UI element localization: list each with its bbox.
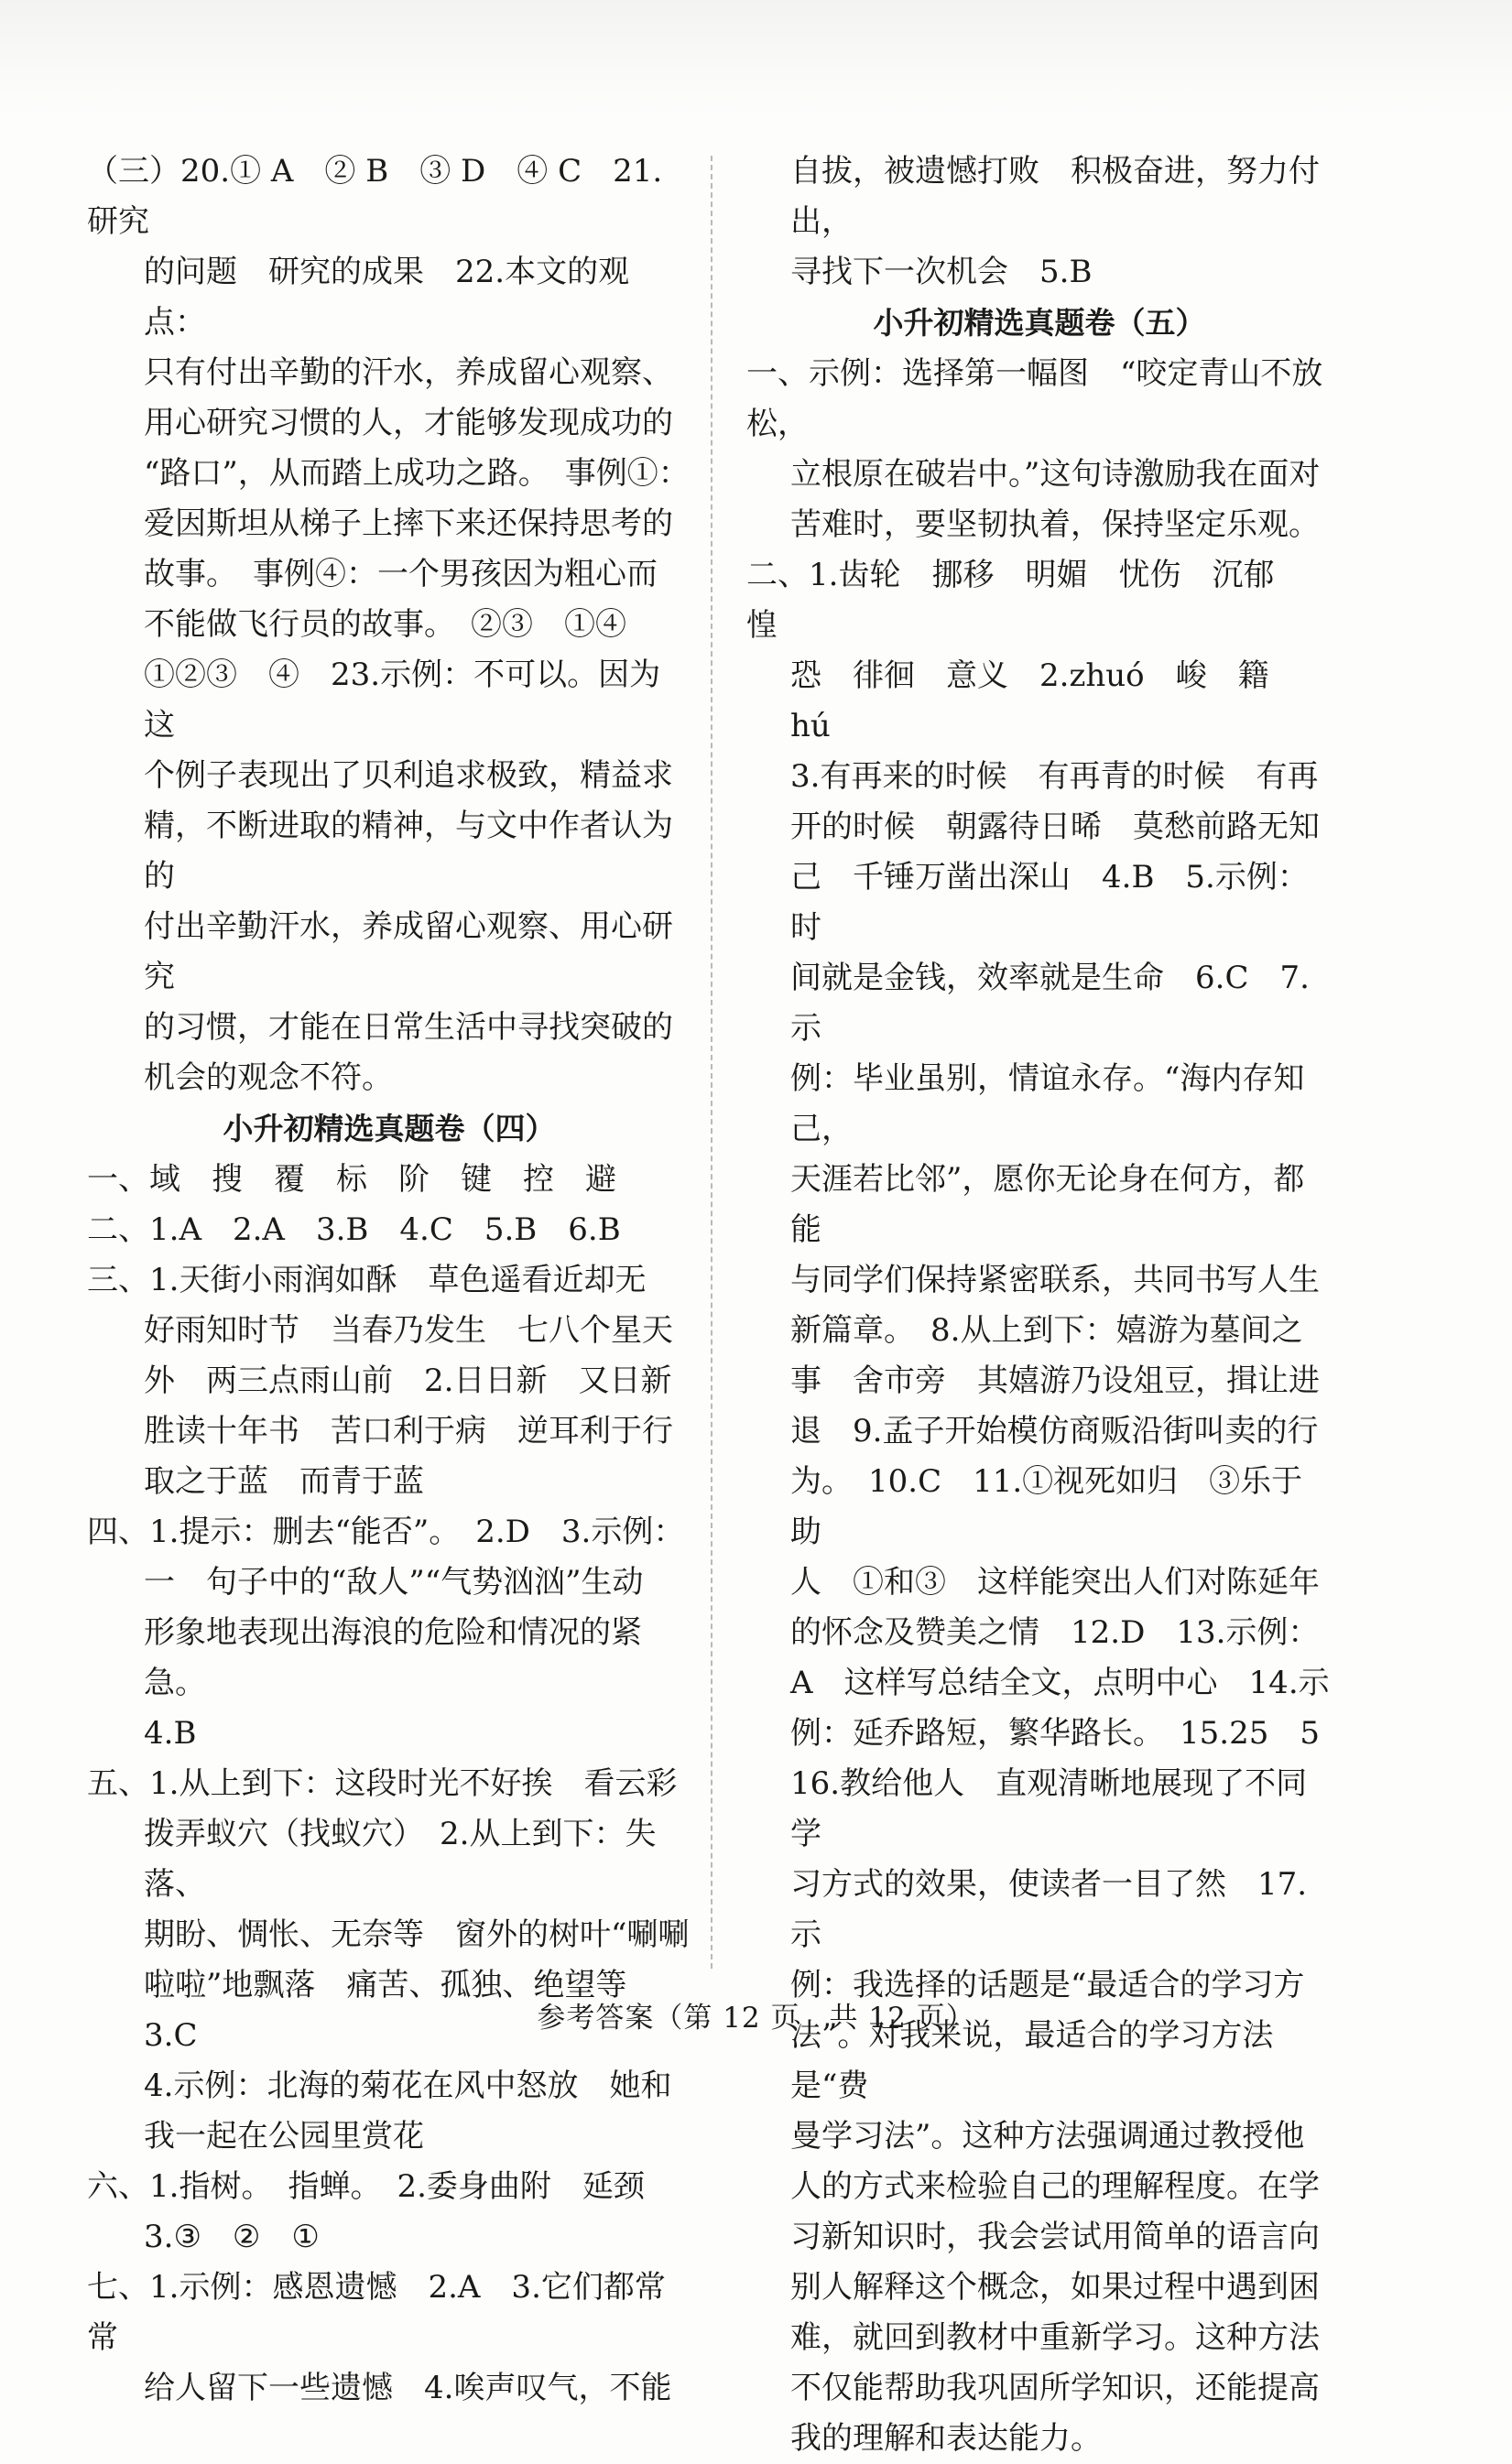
column-divider — [711, 156, 712, 1969]
text-line: 别人解释这个概念，如果过程中遇到困 — [790, 2269, 1320, 2306]
text-line: 苦难时，要坚韧执着，保持坚定乐观。 — [790, 506, 1320, 543]
text-line: 16.教给他人 直观清晰地展现了不同学 — [790, 1765, 1308, 1852]
text-line: 曼学习法”。这种方法强调通过教授他 — [790, 2118, 1305, 2155]
text-line: 习方式的效果，使读者一目了然 17.示 — [790, 1866, 1308, 1953]
right-column — [746, 147, 1333, 2464]
text-line: 退 9.孟子开始模仿商贩沿街叫卖的行 — [790, 1413, 1319, 1449]
section-title-paper-four: 小升初精选真题卷（四） — [223, 1111, 556, 1146]
text-line: 不仅能帮助我巩固所学知识，还能提高 — [790, 2370, 1320, 2406]
text-line: 爱因斯坦从梯子上摔下来还保持思考的 — [144, 505, 673, 542]
text-line: 六、1.指树。 指蝉。 2.委身曲附 延颈 — [87, 2168, 645, 2205]
text-line: 二、1.A 2.A 3.B 4.C 5.B 6.B — [87, 1211, 621, 1248]
text-line: ①②③ ④ 23.示例：不可以。因为这 — [144, 657, 661, 744]
text-line: 3.③ ② ① — [144, 2219, 320, 2255]
text-line: 三、1.天街小雨润如酥 草色遥看近却无 — [87, 1262, 647, 1298]
text-line: 天涯若比邻”，愿你无论身在何方，都能 — [790, 1161, 1305, 1248]
continued-answer — [746, 147, 1333, 298]
text-line: 人的方式来检验自己的理解程度。在学 — [790, 2168, 1320, 2205]
left-column — [87, 147, 691, 2414]
text-line: 与同学们保持紧密联系，共同书写人生 — [790, 1262, 1320, 1298]
text-line: 不能做飞行员的故事。 ②③ ①④ — [144, 606, 626, 643]
text-line: 为。 10.C 11.①视死如归 ③乐于助 — [790, 1463, 1303, 1550]
answer-section-2 — [87, 1205, 691, 1255]
text-line: 七、1.示例：感恩遗憾 2.A 3.它们都常常 — [87, 2269, 666, 2356]
text-line: 自拔，被遗憾打败 积极奋进，努力付出， — [790, 153, 1320, 240]
answer-section-1 — [746, 349, 1333, 550]
text-line: 好雨知时节 当春乃发生 七八个星天 — [144, 1312, 673, 1349]
text-line: 例：延乔路短，繁华路长。 15.25 5 — [790, 1715, 1320, 1752]
text-line: A 这样写总结全文，点明中心 14.示 — [790, 1665, 1330, 1701]
text-line: 我的理解和表达能力。 — [790, 2420, 1102, 2457]
text-line: 用心研究习惯的人，才能够发现成功的 — [144, 405, 673, 441]
text-line: 啦啦”地飘落 痛苦、孤独、绝望等 3.C — [144, 1967, 658, 2054]
answer-section-2 — [746, 550, 1333, 2464]
text-line: 的怀念及赞美之情 12.D 13.示例： — [790, 1614, 1320, 1651]
page-footer: 参考答案（第 12 页 共 12 页） — [537, 2002, 975, 2035]
text-line: 外 两三点雨山前 2.日日新 又日新 — [144, 1362, 672, 1399]
text-line: 法”。对我来说，最适合的学习方法是“费 — [790, 2017, 1274, 2104]
text-line: 寻找下一次机会 5.B — [790, 254, 1093, 290]
text-line: 开的时候 朝露待日晞 莫愁前路无知 — [790, 809, 1320, 845]
answer-section-7 — [87, 2263, 691, 2414]
text-line: 只有付出辛勤的汗水，养成留心观察、 — [144, 354, 673, 391]
text-line: 恐 徘徊 意义 2.zhuó 峻 籍 hú — [790, 657, 1300, 744]
text-line: 一 句子中的“敌人”“气势汹汹”生动 — [144, 1564, 644, 1601]
text-line: 4.B — [144, 1715, 197, 1752]
text-line: （三）20.① A ② B ③ D ④ C 21.研究 — [87, 153, 663, 240]
text-line: 一、域 搜 覆 标 阶 键 控 避 — [87, 1161, 616, 1198]
text-line: 新篇章。 8.从上到下：嬉游为墓间之 — [790, 1312, 1303, 1349]
text-line: 给人留下一些遗憾 4.唉声叹气，不能 — [144, 2370, 672, 2406]
answer-section-5 — [87, 1759, 691, 2162]
text-line: 的问题 研究的成果 22.本文的观点： — [144, 254, 630, 341]
text-line: 故事。 事例④：一个男孩因为粗心而 — [144, 556, 658, 592]
answer-section-1 — [87, 1155, 691, 1205]
answer-block-three — [87, 147, 691, 1103]
text-line: “路口”，从而踏上成功之路。 事例①： — [144, 455, 690, 492]
text-line: 事 舍市旁 其嬉游乃设俎豆，揖让进 — [790, 1362, 1320, 1399]
answer-section-4 — [87, 1507, 691, 1759]
text-line: 形象地表现出海浪的危险和情况的紧急。 — [144, 1614, 642, 1701]
text-line: 习新知识时，我会尝试用简单的语言向 — [790, 2219, 1320, 2255]
answer-section-3 — [87, 1255, 691, 1507]
text-line: 己 千锤万凿出深山 4.B 5.示例：时 — [790, 859, 1309, 946]
text-line: 立根原在破岩中。”这句诗激励我在面对 — [790, 456, 1321, 493]
text-line: 胜读十年书 苦口利于病 逆耳利于行 — [144, 1413, 673, 1449]
text-line: 拨弄蚁穴（找蚁穴） 2.从上到下：失落、 — [144, 1816, 657, 1903]
text-line: 例：毕业虽别，情谊永存。“海内存知己， — [790, 1060, 1305, 1147]
text-line: 3.有再来的时候 有再青的时候 有再 — [790, 758, 1319, 795]
text-line: 我一起在公园里赏花 — [144, 2118, 424, 2155]
text-line: 机会的观念不符。 — [144, 1059, 393, 1096]
text-line: 期盼、惆怅、无奈等 窗外的树叶“唰唰 — [144, 1916, 690, 1953]
scan-shadow-band — [0, 0, 1512, 119]
text-line: 五、1.从上到下：这段时光不好挨 看云彩 — [87, 1765, 678, 1802]
text-line: 付出辛勤汗水，养成留心观察、用心研究 — [144, 908, 673, 995]
text-line: 个例子表现出了贝利追求极致，精益求 — [144, 757, 673, 794]
text-line: 的习惯，才能在日常生活中寻找突破的 — [144, 1009, 673, 1046]
text-line: 间就是金钱，效率就是生命 6.C 7.示 — [790, 960, 1310, 1047]
text-line: 精，不断进取的精神，与文中作者认为的 — [144, 808, 673, 895]
text-line: 例：我选择的话题是“最适合的学习方 — [790, 1967, 1305, 2003]
text-line: 二、1.齿轮 挪移 明媚 忧伤 沉郁 惶 — [746, 557, 1306, 644]
answer-section-6 — [87, 2162, 691, 2263]
text-line: 人 ①和③ 这样能突出人们对陈延年 — [790, 1564, 1320, 1601]
text-line: 一、示例：选择第一幅图 “咬定青山不放松， — [746, 355, 1323, 442]
text-line: 四、1.提示：删去“能否”。 2.D 3.示例： — [87, 1514, 685, 1550]
text-line: 取之于蓝 而青于蓝 — [144, 1463, 424, 1500]
text-line: 难，就回到教材中重新学习。这种方法 — [790, 2319, 1320, 2356]
section-title-paper-five: 小升初精选真题卷（五） — [873, 305, 1206, 341]
text-line: 4.示例：北海的菊花在风中怒放 她和 — [144, 2068, 672, 2104]
